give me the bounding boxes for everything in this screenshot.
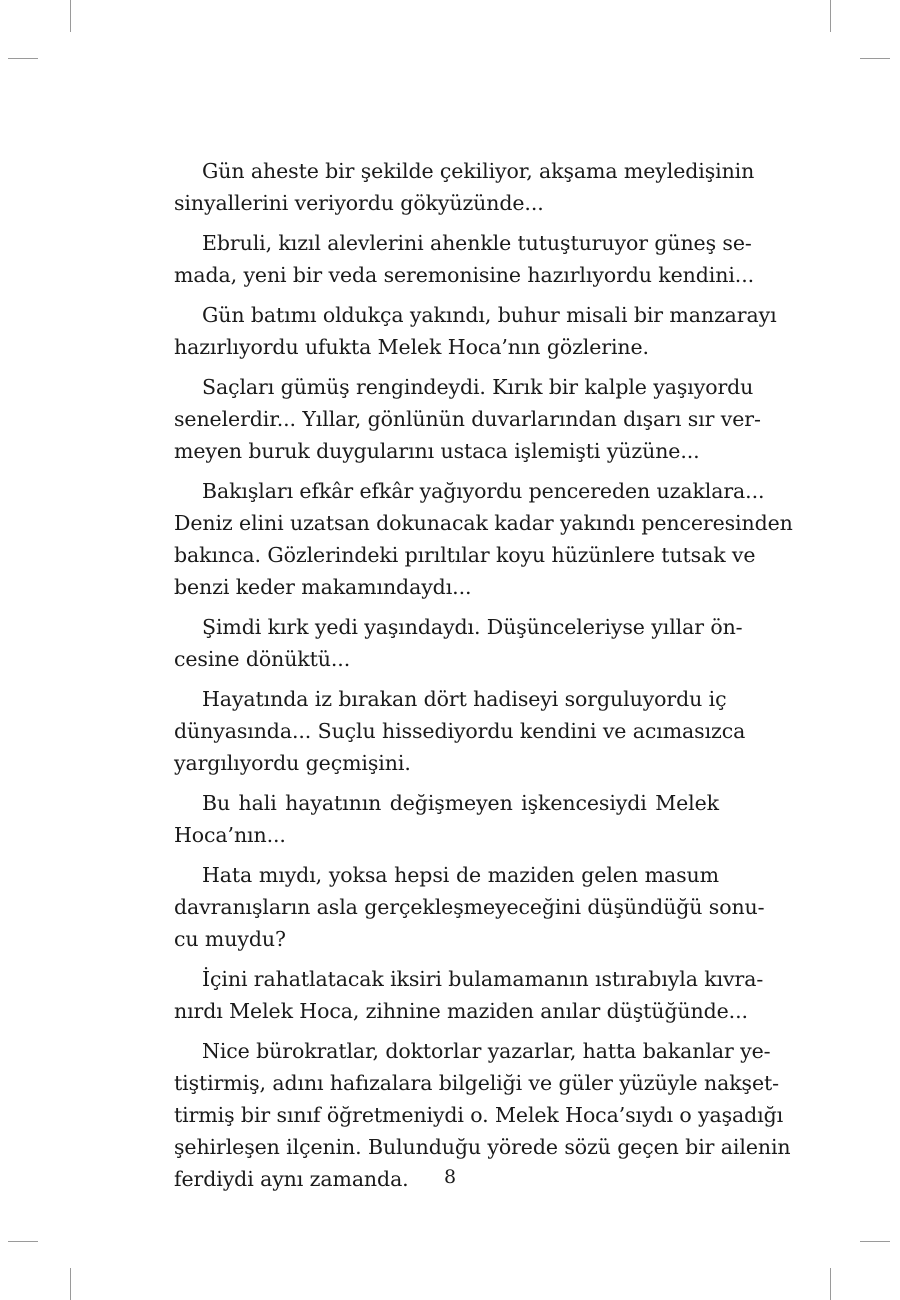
- paragraph: [174, 475, 793, 603]
- text-line: Nice bürokratlar, doktorlar yazarlar, hatta bakanlar ye-: [202, 1039, 771, 1063]
- paragraph: [174, 859, 765, 955]
- text-line: Ebruli, kızıl alevlerini ahenkle tutuşturuyor güneş se-: [202, 231, 752, 255]
- text-line: tiştirmiş, adını hafızalara bilgeliği ve güler yüzüyle nakşet-: [174, 1071, 779, 1095]
- text-line: Şimdi kırk yedi yaşındaydı. Düşünceleriyse yıllar ön-: [202, 615, 743, 639]
- paragraph: [174, 299, 777, 363]
- paragraph: [174, 787, 719, 851]
- text-line: Hayatında iz bırakan dört hadiseyi sorguluyordu iç: [202, 687, 727, 711]
- crop-mark-right-top: [860, 58, 890, 59]
- paragraph: [174, 683, 746, 779]
- paragraph: [174, 227, 755, 291]
- text-line: cesine dönüktü...: [174, 647, 351, 671]
- text-line: sinyallerini veriyordu gökyüzünde...: [174, 191, 544, 215]
- text-line: cu muydu?: [174, 927, 286, 951]
- text-line: Saçları gümüş rengindeydi. Kırık bir kalple yaşıyordu: [202, 375, 754, 399]
- text-line: Gün aheste bir şekilde çekiliyor, akşama meyledişinin: [202, 159, 755, 183]
- text-line: dünyasında... Suçlu hissediyordu kendini ve acımasızca: [174, 719, 746, 743]
- text-line: bakınca. Gözlerindeki pırıltılar koyu hüzünlere tutsak ve: [174, 543, 756, 567]
- text-line: Hoca’nın...: [174, 823, 286, 847]
- crop-mark-bottom-left: [70, 1268, 71, 1300]
- text-line: davranışların asla gerçekleşmeyeceğini düşündüğü sonu-: [174, 895, 765, 919]
- paragraph: [174, 963, 764, 1027]
- paragraph: [174, 611, 743, 675]
- paragraph: [174, 155, 755, 219]
- crop-mark-right-bottom: [860, 1241, 890, 1242]
- text-line: Deniz elini uzatsan dokunacak kadar yakındı penceresinden: [174, 511, 793, 535]
- text-line: tirmiş bir sınıf öğretmeniydi o. Melek Hoca’sıydı o yaşadığı: [174, 1103, 784, 1127]
- text-line: meyen buruk duygularını ustaca işlemişti yüzüne...: [174, 439, 700, 463]
- crop-mark-top-right: [830, 0, 831, 32]
- text-line: senelerdir... Yıllar, gönlünün duvarlarından dışarı sır ver-: [174, 407, 761, 431]
- text-line: Bakışları efkâr efkâr yağıyordu pencereden uzaklara...: [202, 479, 765, 503]
- crop-mark-top-left: [70, 0, 71, 32]
- text-line: Bu hali hayatının değişmeyen işkencesiydi Melek: [202, 791, 719, 815]
- text-line: Hata mıydı, yoksa hepsi de maziden gelen masum: [202, 863, 719, 887]
- text-line: şehirleşen ilçenin. Bulunduğu yörede sözü geçen bir ailenin: [174, 1135, 791, 1159]
- text-line: Gün batımı oldukça yakındı, buhur misali bir manzarayı: [202, 303, 777, 327]
- text-line: yargılıyordu geçmişini.: [174, 751, 411, 775]
- text-line: ferdiydi aynı zamanda.: [174, 1167, 409, 1191]
- crop-mark-bottom-right: [830, 1268, 831, 1300]
- text-line: benzi keder makamındaydı...: [174, 575, 472, 599]
- body-text: [174, 155, 793, 1203]
- text-line: mada, yeni bir veda seremonisine hazırlıyordu kendini...: [174, 263, 755, 287]
- paragraph: [174, 371, 761, 467]
- text-line: hazırlıyordu ufukta Melek Hoca’nın gözlerine.: [174, 335, 649, 359]
- text-line: nırdı Melek Hoca, zihnine maziden anılar düştüğünde...: [174, 999, 748, 1023]
- page-number: 8: [443, 1166, 457, 1188]
- text-line: İçini rahatlatacak iksiri bulamamanın ıstırabıyla kıvra-: [202, 967, 764, 991]
- crop-mark-left-bottom: [8, 1241, 38, 1242]
- crop-mark-left-top: [8, 58, 38, 59]
